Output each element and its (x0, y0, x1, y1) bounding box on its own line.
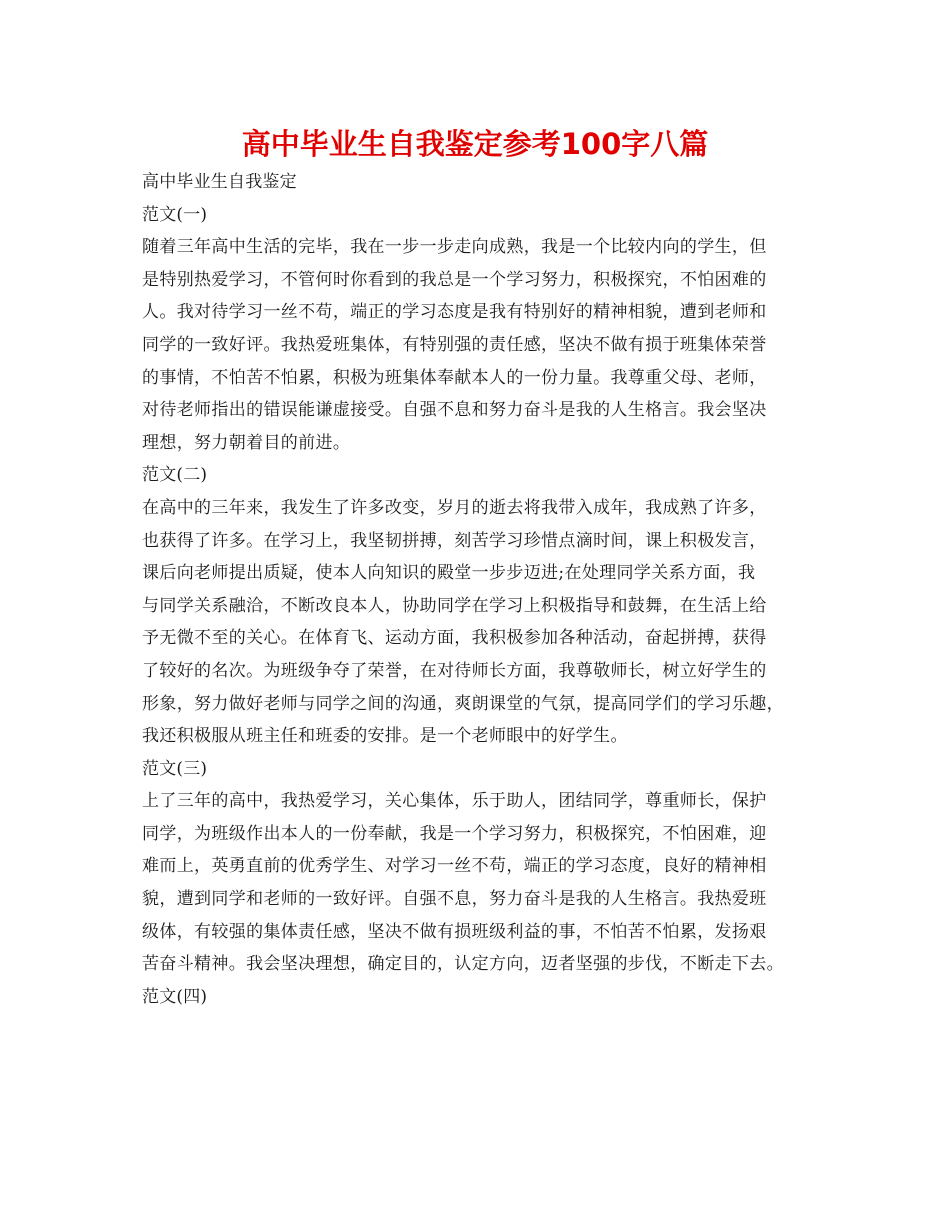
paragraph-line: 课后向老师提出质疑，使本人向知识的殿堂一步步迈进;在处理同学关系方面，我 (142, 563, 756, 584)
document-body (142, 166, 822, 1013)
paragraph-line: 随着三年高中生活的完毕，我在一步一步走向成熟，我是一个比较内向的学生，但 (142, 237, 767, 258)
paragraph-line: 是特别热爱学习，不管何时你看到的我总是一个学习努力，积极探究，不怕困难的 (142, 269, 767, 290)
document-subtitle: 高中毕业生自我鉴定 (142, 172, 297, 192)
paragraph-line: 上了三年的高中，我热爱学习，关心集体，乐于助人，团结同学，尊重师长，保护 (142, 791, 767, 812)
paragraph-line: 理想，努力朝着目的前进。 (142, 432, 351, 453)
paragraph-line: 难而上，英勇直前的优秀学生、对学习一丝不苟，端正的学习态度，良好的精神相 (142, 856, 767, 877)
section-heading: 范文(三) (142, 758, 208, 779)
document-title: 高中毕业生自我鉴定参考100字八篇 (241, 127, 709, 161)
paragraph-line: 貌，遭到同学和老师的一致好评。自强不息，努力奋斗是我的人生格言。我热爱班 (142, 889, 767, 910)
paragraph-line: 级体，有较强的集体责任感，坚决不做有损班级利益的事，不怕苦不怕累，发扬艰 (142, 921, 767, 942)
paragraph-line: 人。我对待学习一丝不苟，端正的学习态度是我有特别好的精神相貌，遭到老师和 (142, 302, 767, 323)
section-heading: 范文(一) (142, 204, 208, 225)
paragraph-line: 形象，努力做好老师与同学之间的沟通，爽朗课堂的气氛，提高同学们的学习乐趣， (142, 693, 784, 714)
paragraph-line: 予无微不至的关心。在体育飞、运动方面，我积极参加各种活动，奋起拼搏，获得 (142, 628, 767, 649)
paragraph-line: 同学的一致好评。我热爱班集体，有特别强的责任感，坚决不做有损于班集体荣誉 (142, 334, 767, 355)
paragraph-line: 同学，为班级作出本人的一份奉献，我是一个学习努力，积极探究，不怕困难，迎 (142, 823, 767, 844)
paragraph-line: 与同学关系融洽，不断改良本人，协助同学在学习上积极指导和鼓舞，在生活上给 (142, 595, 767, 616)
paragraph-line: 苦奋斗精神。我会坚决理想，确定目的，认定方向，迈者坚强的步伐，不断走下去。 (142, 954, 784, 975)
paragraph-line: 了较好的名次。为班级争夺了荣誉，在对待师长方面，我尊敬师长，树立好学生的 (142, 660, 767, 681)
paragraph-line: 的事情，不怕苦不怕累，积极为班集体奉献本人的一份力量。我尊重父母、老师， (142, 367, 767, 388)
paragraph-line: 也获得了许多。在学习上，我坚韧拼搏，刻苦学习珍惜点滴时间，课上积极发言， (142, 530, 767, 551)
paragraph-line: 在高中的三年来，我发生了许多改变，岁月的逝去将我带入成年，我成熟了许多， (142, 497, 767, 518)
section-heading: 范文(二) (142, 465, 208, 486)
paragraph-line: 我还积极服从班主任和班委的安排。是一个老师眼中的好学生。 (142, 726, 628, 747)
paragraph-line: 对待老师指出的错误能谦虚接受。自强不息和努力奋斗是我的人生格言。我会坚决 (142, 400, 767, 421)
section-heading: 范文(四) (142, 986, 208, 1007)
